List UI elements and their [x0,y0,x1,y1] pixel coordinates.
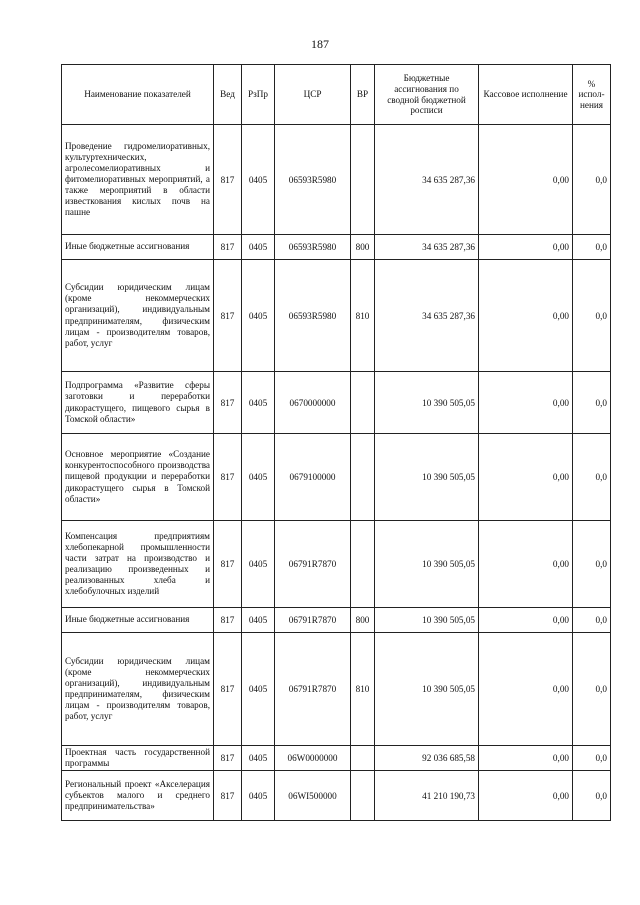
cell-percent: 0,0 [573,260,611,372]
cell-rzpr: 0405 [242,260,275,372]
cell-budget: 34 635 287,36 [375,235,479,260]
table-row [62,608,611,633]
cell-budget: 41 210 190,73 [375,771,479,821]
cell-vr [351,125,375,235]
header-cash: Кассовое исполнение [479,65,573,125]
cell-budget: 10 390 505,05 [375,521,479,608]
cell-name: Проектная часть государственной программы [62,746,214,771]
cell-csr: 06791R7870 [275,521,351,608]
cell-name: Компенсация предприятиям хлебопекарной промышленности части затрат на производство и реализацию произведенных и реализованных хлеба и хлебобулочных изделий [62,521,214,608]
cell-cash: 0,00 [479,372,573,434]
cell-rzpr: 0405 [242,771,275,821]
cell-budget: 34 635 287,36 [375,125,479,235]
table-row [62,521,611,608]
cell-cash: 0,00 [479,746,573,771]
cell-rzpr: 0405 [242,235,275,260]
cell-name: Проведение гидромелиоративных, культуртехнических, агролесомелиоративных и фитомелиоративных мероприятий, а также мероприятий в области известкования кислых почв на пашне [62,125,214,235]
cell-ved: 817 [214,771,242,821]
cell-csr: 06W0000000 [275,746,351,771]
header-csr: ЦСР [275,65,351,125]
cell-cash: 0,00 [479,434,573,521]
cell-name: Иные бюджетные ассигнования [62,608,214,633]
cell-percent: 0,0 [573,521,611,608]
cell-vr: 800 [351,235,375,260]
cell-budget: 10 390 505,05 [375,372,479,434]
cell-csr: 0679100000 [275,434,351,521]
cell-budget: 10 390 505,05 [375,434,479,521]
budget-execution-table [61,64,611,821]
cell-cash: 0,00 [479,125,573,235]
header-percent: % испол-нения [573,65,611,125]
cell-name: Региональный проект «Акселерация субъектов малого и среднего предпринимательства» [62,771,214,821]
cell-percent: 0,0 [573,434,611,521]
table-row [62,434,611,521]
cell-cash: 0,00 [479,771,573,821]
cell-budget: 34 635 287,36 [375,260,479,372]
cell-ved: 817 [214,521,242,608]
cell-percent: 0,0 [573,372,611,434]
table-body [62,125,611,821]
cell-ved: 817 [214,372,242,434]
cell-cash: 0,00 [479,608,573,633]
header-ved: Вед [214,65,242,125]
table-row [62,125,611,235]
cell-vr [351,771,375,821]
cell-csr: 06791R7870 [275,608,351,633]
table-row [62,746,611,771]
cell-vr [351,372,375,434]
cell-vr: 800 [351,608,375,633]
cell-budget: 10 390 505,05 [375,608,479,633]
cell-percent: 0,0 [573,125,611,235]
cell-vr: 810 [351,633,375,746]
cell-csr: 06593R5980 [275,125,351,235]
table-row [62,771,611,821]
cell-vr [351,521,375,608]
cell-budget: 10 390 505,05 [375,633,479,746]
cell-rzpr: 0405 [242,608,275,633]
cell-name: Подпрограмма «Развитие сферы заготовки и переработки дикорастущего, пищевого сырья в Томской области» [62,372,214,434]
cell-rzpr: 0405 [242,633,275,746]
cell-cash: 0,00 [479,260,573,372]
cell-csr: 06593R5980 [275,235,351,260]
cell-name: Субсидии юридическим лицам (кроме некоммерческих организаций), индивидуальным предпринимателям, физическим лицам - производителям товаров, работ, услуг [62,260,214,372]
cell-ved: 817 [214,746,242,771]
cell-percent: 0,0 [573,746,611,771]
cell-rzpr: 0405 [242,125,275,235]
cell-percent: 0,0 [573,235,611,260]
cell-cash: 0,00 [479,235,573,260]
table-row [62,372,611,434]
table-row [62,633,611,746]
cell-ved: 817 [214,235,242,260]
cell-percent: 0,0 [573,633,611,746]
cell-rzpr: 0405 [242,372,275,434]
cell-cash: 0,00 [479,521,573,608]
cell-cash: 0,00 [479,633,573,746]
cell-ved: 817 [214,434,242,521]
cell-rzpr: 0405 [242,521,275,608]
header-vr: ВР [351,65,375,125]
cell-csr: 06WI500000 [275,771,351,821]
page-number: 187 [311,37,329,51]
cell-name: Иные бюджетные ассигнования [62,235,214,260]
cell-percent: 0,0 [573,771,611,821]
header-budget: Бюджетные ассигнования по сводной бюджетной росписи [375,65,479,125]
cell-ved: 817 [214,608,242,633]
cell-vr [351,434,375,521]
cell-ved: 817 [214,260,242,372]
cell-name: Субсидии юридическим лицам (кроме некоммерческих организаций), индивидуальным предпринимателям, физическим лицам - производителям товаров, работ, услуг [62,633,214,746]
header-name: Наименование показателей [62,65,214,125]
cell-vr: 810 [351,260,375,372]
cell-ved: 817 [214,125,242,235]
cell-rzpr: 0405 [242,434,275,521]
cell-vr [351,746,375,771]
header-rzpr: РзПр [242,65,275,125]
cell-csr: 06791R7870 [275,633,351,746]
cell-budget: 92 036 685,58 [375,746,479,771]
cell-ved: 817 [214,633,242,746]
table-row [62,235,611,260]
cell-rzpr: 0405 [242,746,275,771]
cell-csr: 0670000000 [275,372,351,434]
cell-percent: 0,0 [573,608,611,633]
cell-name: Основное мероприятие «Создание конкурентоспособного производства пищевой продукции и переработки дикорастущего сырья в Томской области» [62,434,214,521]
table-row [62,260,611,372]
table-header-row [62,65,611,125]
cell-csr: 06593R5980 [275,260,351,372]
